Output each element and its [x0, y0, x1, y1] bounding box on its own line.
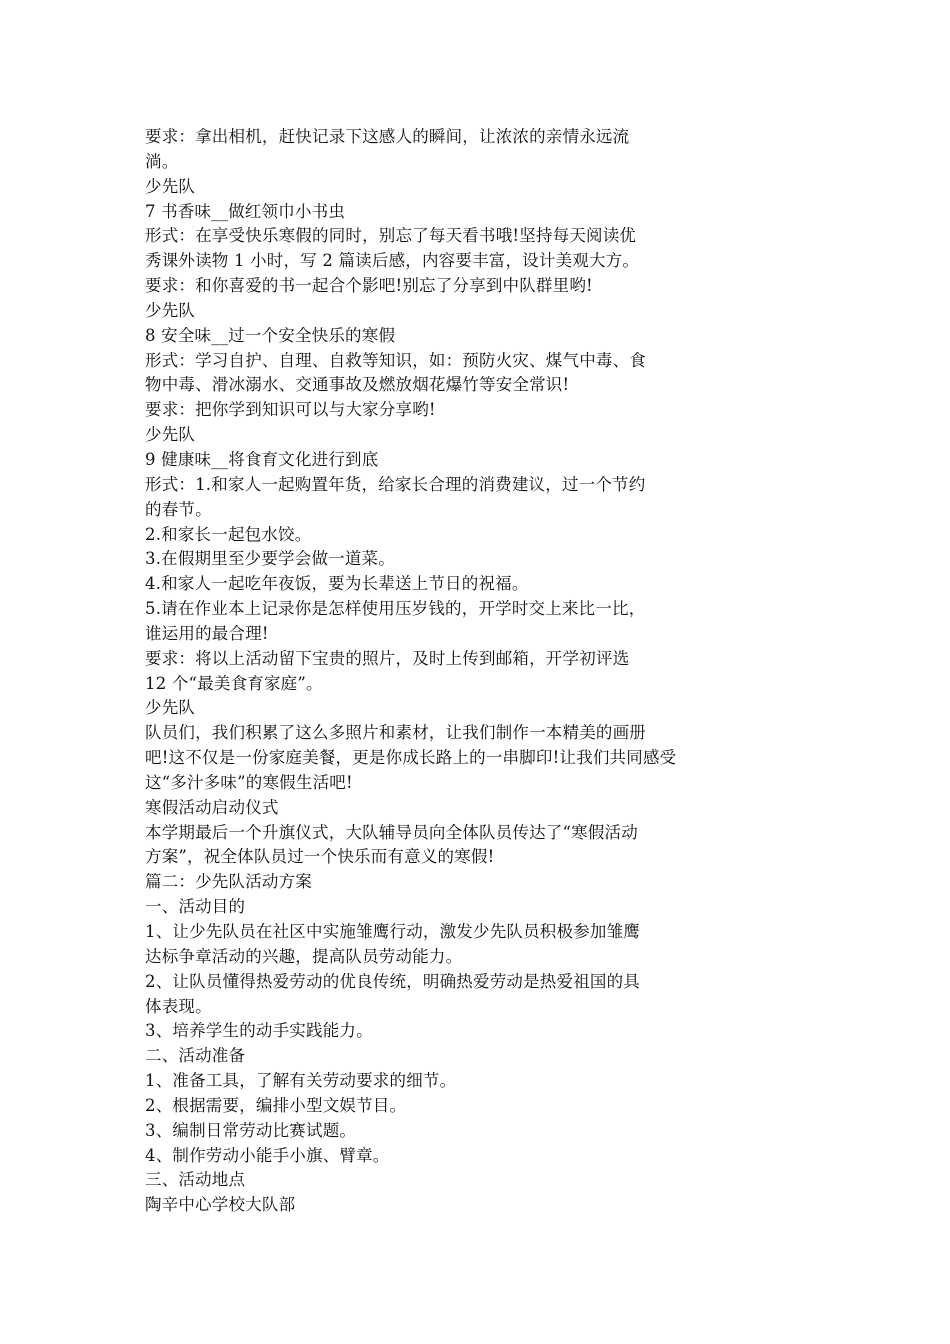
text-line: 12 个“最美食育家庭”。 [145, 673, 323, 693]
list-item: 3、培养学生的动手实践能力。 [145, 1021, 373, 1041]
section-label: 少先队 [145, 698, 196, 718]
section-label: 少先队 [145, 300, 196, 320]
list-item: 1、准备工具，了解有关劳动要求的细节。 [145, 1071, 457, 1091]
text-line: 形式：学习自护、自理、自救等知识，如：预防火灾、煤气中毒、食 [145, 350, 646, 370]
list-item: 4.和家人一起吃年夜饭，要为长辈送上节日的祝福。 [145, 574, 529, 594]
list-item: 3、编制日常劳动比赛试题。 [145, 1120, 357, 1140]
list-item: 2.和家长一起包水饺。 [145, 524, 312, 544]
list-item: 4、制作劳动小能手小旗、臂章。 [145, 1145, 390, 1165]
text-line: 本学期最后一个升旗仪式，大队辅导员向全体队员传达了“寒假活动 [145, 822, 638, 842]
text-line: 要求：将以上活动留下宝贵的照片，及时上传到邮箱，开学初评选 [145, 648, 630, 668]
section-heading: 7 书香味__做红领巾小书虫 [145, 201, 346, 221]
section-label: 少先队 [145, 425, 196, 445]
text-line: 谁运用的最合理! [145, 623, 269, 643]
text-line: 要求：把你学到知识可以与大家分享哟! [145, 400, 436, 420]
text-line: 吧!这不仅是一份家庭美餐，更是你成长路上的一串脚印!让我们共同感受 [145, 748, 677, 768]
chapter-heading: 篇二：少先队活动方案 [145, 872, 312, 892]
list-item: 2、根据需要，编排小型文娱节目。 [145, 1095, 407, 1115]
list-item: 3.在假期里至少要学会做一道菜。 [145, 549, 395, 569]
text-line: 这“多汁多味”的寒假生活吧! [145, 772, 353, 792]
document-body [145, 125, 765, 1218]
section-heading: 8 安全味__过一个安全快乐的寒假 [145, 325, 396, 345]
section-heading: 寒假活动启动仪式 [145, 797, 279, 817]
section-heading: 9 健康味__将食育文化进行到底 [145, 449, 379, 469]
text-line: 秀课外读物 1 小时，写 2 篇读后感，内容要丰富，设计美观大方。 [145, 251, 640, 271]
list-item: 2、让队员懂得热爱劳动的优良传统，明确热爱劳动是热爱祖国的具 [145, 971, 640, 991]
text-line: 达标争章活动的兴趣，提高队员劳动能力。 [145, 946, 463, 966]
section-label: 少先队 [145, 176, 196, 196]
text-line: 要求：和你喜爱的书一起合个影吧!别忘了分享到中队群里哟! [145, 276, 593, 296]
list-item: 5.请在作业本上记录你是怎样使用压岁钱的，开学时交上来比一比， [145, 599, 646, 619]
text-line: 形式：在享受快乐寒假的同时，别忘了每天看书哦!坚持每天阅读优 [145, 226, 637, 246]
text-line: 物中毒、滑冰溺水、交通事故及燃放烟花爆竹等安全常识! [145, 375, 570, 395]
text-line: 陶辛中心学校大队部 [145, 1195, 296, 1215]
text-line: 体表现。 [145, 996, 212, 1016]
text-line: 要求：拿出相机，赶快记录下这感人的瞬间，让浓浓的亲情永远流 [145, 127, 630, 146]
section-heading: 三、活动地点 [145, 1170, 246, 1190]
section-heading: 二、活动准备 [145, 1046, 246, 1066]
list-item: 1、让少先队员在社区中实施雏鹰行动，激发少先队员积极参加雏鹰 [145, 922, 640, 941]
text-line: 淌。 [145, 151, 179, 171]
text-line: 队员们，我们积累了这么多照片和素材，让我们制作一本精美的画册 [145, 723, 646, 743]
text-line: 方案”，祝全体队员过一个快乐而有意义的寒假! [145, 847, 495, 867]
text-line: 形式：1.和家人一起购置年货，给家长合理的消费建议，过一个节约 [145, 474, 646, 494]
section-heading: 一、活动目的 [145, 897, 246, 917]
text-line: 的春节。 [145, 499, 212, 519]
